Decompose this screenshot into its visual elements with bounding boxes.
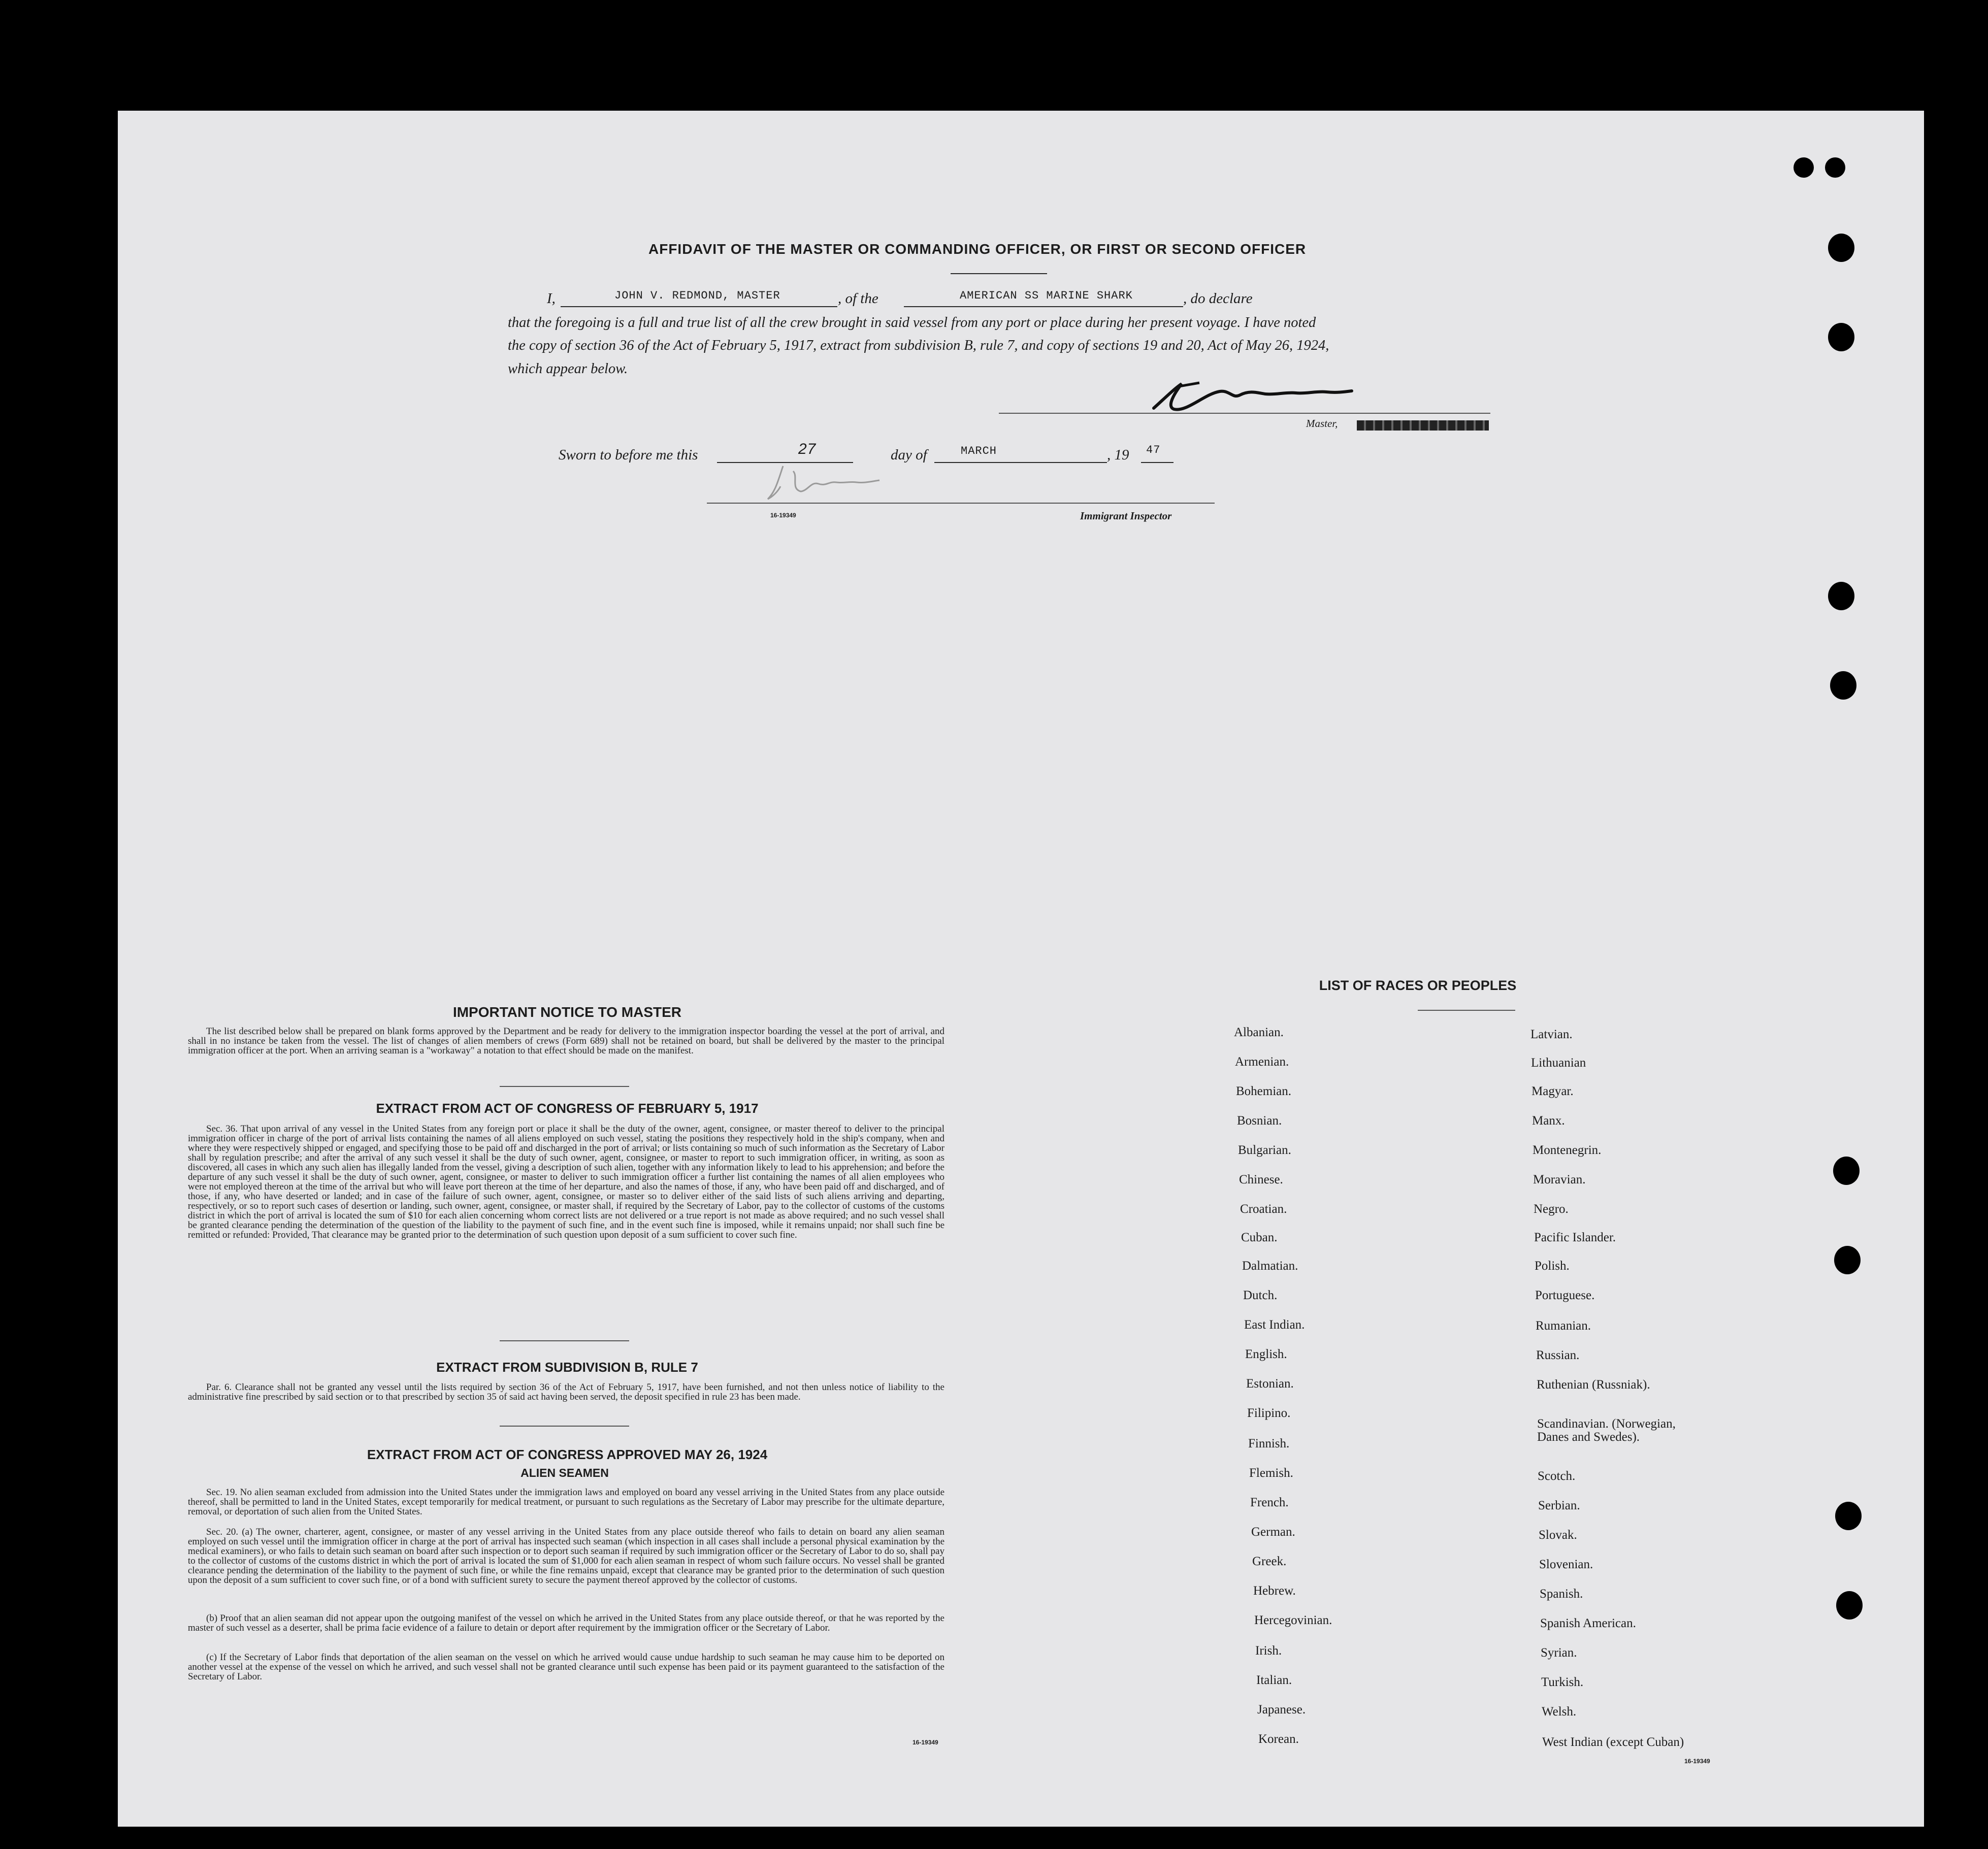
race-item-left: Albanian. [1234, 1026, 1284, 1039]
race-item-left: Japanese. [1257, 1703, 1306, 1716]
act-1924-sec20b: (b) Proof that an alien seaman did not appear upon the outgoing manifest of the vessel on which he arrived in the United States from any place outside thereof, or that he was reported by the master of such vessel as a deserter, shall be prima facie evidence of a failure to detain or deport after requirement by the immigration officer or the Secretary of Labor. [188, 1613, 944, 1633]
race-item-right: Scotch. [1538, 1469, 1576, 1483]
race-item-right: Scandinavian. (Norwegian, Danes and Swedes). [1537, 1417, 1676, 1444]
race-item-left: Italian. [1256, 1673, 1292, 1687]
sworn-month: MARCH [961, 445, 997, 457]
punch-hole [1835, 1502, 1862, 1530]
inspector-signature [763, 461, 895, 507]
race-item-right: Turkish. [1541, 1675, 1584, 1689]
affidavit-line-3: the copy of section 36 of the Act of February 5, 1917, extract from subdivision B, rule 7, and copy of sections 19 and 20, Act of May 26, 1924, [508, 338, 1329, 353]
punch-hole [1830, 671, 1856, 700]
divider [500, 1426, 629, 1427]
race-item-left: Dalmatian. [1242, 1259, 1298, 1273]
races-divider [1418, 1010, 1515, 1011]
punch-hole [1834, 1246, 1861, 1274]
sworn-year: 47 [1146, 444, 1161, 456]
act-1917-text: Sec. 36. That upon arrival of any vessel in the United States from any foreign port or place it shall be the duty of the owner, agent, consignee, or master thereof to deliver to the principal immigration officer in charge of the port of arrival lists containing the names of all aliens employed on such vessel, stating the positions they respectively hold in the ship's company, when and where they were respectively shipped or engaged, and specifying those to be paid off and discharged in the port of arrival; or lists containing so much of such information as the Secretary of Labor shall by regulation prescribe; and after the arrival of any such vessel it shall be the duty of such owner, agent, consignee, or master to report to such immigration officer, in writing, as soon as discovered, all cases in which any such alien has illegally landed from the vessel, giving a description of such alien, together with any information likely to lead to his apprehension; and before the departure of any such vessel it shall be the duty of such owner, agent, consignee, or master to deliver to such immigration officer a further list containing the names of all alien employees who were not employed thereon at the time of the arrival but who will leave port thereon at the time of her departure, and also the names of those, if any, who have been paid off and discharged, and of those, if any, who have deserted or landed; and in case of the failure of such owner, agent, consignee, or master so to deliver either of the said lists of such aliens arriving and departing, respectively, or so to report such cases of desertion or landing, such owner, agent, consignee, or master shall, if required by the Secretary of Labor, pay to the collector of customs of the customs district in which the port of arrival is located the sum of $10 for each alien concerning whom correct lists are not delivered or a true report is not made as above required; and no such vessel shall be granted clearance pending the determination of the question of the liability to the payment of such fine, and in the event such fine is imposed, while it remains unpaid; nor shall such fine be remitted or refunded: Provided, That clearance may be granted prior to the determination of such question upon deposit of a sum sufficient to cover such fine. [188, 1124, 944, 1240]
act-1917-title: EXTRACT FROM ACT OF CONGRESS OF FEBRUARY 5, 1917 [376, 1101, 759, 1116]
race-item-left: French. [1250, 1496, 1289, 1509]
races-form-number: 16-19349 [1684, 1758, 1710, 1765]
punch-hole [1828, 234, 1854, 262]
affidavit-form-number: 16-19349 [770, 512, 796, 519]
punch-hole [1833, 1157, 1860, 1185]
day-of-label: day of [891, 447, 927, 463]
declarant-name: JOHN V. REDMOND, MASTER [614, 289, 780, 302]
sworn-day-line [717, 446, 853, 463]
race-item-right: Montenegrin. [1533, 1143, 1602, 1157]
race-item-right: Lithuanian [1531, 1056, 1586, 1070]
inspector-signature-line [707, 503, 1215, 504]
race-item-right: Portuguese. [1535, 1289, 1595, 1302]
race-item-right: Pacific Islander. [1534, 1231, 1616, 1244]
notice-text: The list described below shall be prepared on blank forms approved by the Department and be ready for delivery to the immigration inspector boarding the vessel at the port of arrival, and shall in no instance be taken from the vessel. The list of changes of alien members of crews (Form 689) shall not be retained on board, but shall be delivered by the master to the principal immigration officer at the port. When an arriving seaman is a "workaway" a notation to that effect should be made on the manifest. [188, 1026, 944, 1056]
master-caption: Master, [1306, 417, 1338, 430]
race-item-right: Rumanian. [1536, 1319, 1591, 1333]
race-item-right: Magyar. [1531, 1084, 1574, 1098]
punch-hole [1828, 323, 1854, 351]
affidavit-title: AFFIDAVIT OF THE MASTER OR COMMANDING OFFICER, OR FIRST OR SECOND OFFICER [648, 241, 1307, 257]
act-1924-subtitle: ALIEN SEAMEN [520, 1466, 609, 1479]
race-item-right: Spanish American. [1540, 1616, 1636, 1630]
race-item-left: Irish. [1255, 1644, 1282, 1658]
rule-7-text: Par. 6. Clearance shall not be granted any vessel until the lists required by section 36 of the Act of February 5, 1917, have been furnished, and not then unless notice of liability to the administrative fine prescribed by said section or to that prescribed by section 35 of said act having been served, the deposit specified in rule 23 has been made. [188, 1382, 944, 1402]
race-item-left: Filipino. [1247, 1406, 1291, 1420]
notice-title: IMPORTANT NOTICE TO MASTER [452, 1004, 682, 1020]
race-item-left: Armenian. [1235, 1055, 1289, 1069]
master-signature-line [999, 413, 1490, 414]
act-1924-sec20a: Sec. 20. (a) The owner, charterer, agent, consignee, or master of any vessel arriving in the United States from any place outside thereof who fails to detain on board any alien seaman employed on such vessel until the immigration officer in charge at the port of arrival has inspected such seaman (which inspection in all cases shall include a personal physical examination by the medical examiners), or who fails to detain such seaman on board after such inspection or to deport such seaman if required by such immigration officer or the Secretary of Labor to do so, shall pay to the collector of customs of the customs district in which the port of arrival is located the sum of $1,000 for each alien seaman in respect of whom such failure occurs. No vessel shall be granted clearance pending the determination of the liability to the payment of such fine, or while the fine remains unpaid, except that clearance may be granted prior to the determination of such question upon the deposit of a sum sufficient to cover such fine, or of a bond with sufficient surety to secure the payment thereof approved by the collector of customs. [188, 1527, 944, 1586]
race-item-left: Bosnian. [1237, 1114, 1282, 1128]
race-item-right: Serbian. [1538, 1499, 1580, 1512]
title-divider [951, 273, 1047, 274]
divider [500, 1086, 629, 1087]
race-item-left: Greek. [1252, 1555, 1287, 1568]
divider [500, 1340, 629, 1341]
race-item-right: Welsh. [1542, 1705, 1577, 1719]
race-item-right: Syrian. [1541, 1646, 1577, 1660]
race-item-right: Russian. [1536, 1348, 1580, 1362]
inspector-caption: Immigrant Inspector [1080, 510, 1172, 522]
race-item-right: Spanish. [1540, 1587, 1583, 1601]
vessel-name: AMERICAN SS MARINE SHARK [960, 289, 1133, 302]
sworn-day: 27 [798, 441, 817, 457]
race-item-left: Chinese. [1239, 1173, 1283, 1186]
race-item-right: Moravian. [1533, 1173, 1586, 1186]
affidavit-line-4: which appear below. [508, 361, 628, 377]
race-item-right: Negro. [1534, 1202, 1569, 1216]
race-item-left: Bohemian. [1236, 1084, 1292, 1098]
month-line [934, 446, 1107, 463]
punch-hole [1836, 1591, 1863, 1620]
race-item-right: Polish. [1535, 1259, 1570, 1273]
race-item-left: East Indian. [1244, 1318, 1305, 1332]
races-title: LIST OF RACES OR PEOPLES [1319, 978, 1517, 993]
sworn-label: Sworn to before me this [559, 447, 698, 463]
race-item-right: Slovak. [1539, 1528, 1577, 1542]
rule-7-title: EXTRACT FROM SUBDIVISION B, RULE 7 [436, 1360, 698, 1375]
punch-hole [1794, 157, 1814, 178]
act-1924-title: EXTRACT FROM ACT OF CONGRESS APPROVED MAY 26, 1924 [367, 1447, 768, 1462]
affidavit-line-2: that the foregoing is a full and true list of all the crew brought in said vessel from any port or place during her present voyage. I have noted [508, 315, 1316, 331]
race-item-right: Slovenian. [1539, 1558, 1593, 1571]
year-prefix: , 19 [1107, 447, 1129, 463]
do-declare-label: , do declare [1183, 290, 1253, 307]
race-item-right: Ruthenian (Russniak). [1537, 1378, 1650, 1392]
race-item-left: Flemish. [1249, 1466, 1293, 1480]
race-item-left: Estonian. [1246, 1377, 1294, 1391]
race-item-left: Korean. [1258, 1732, 1299, 1746]
of-the-label: , of the [838, 290, 878, 307]
race-item-left: Hebrew. [1253, 1584, 1296, 1598]
race-item-right: West Indian (except Cuban) [1542, 1735, 1684, 1749]
race-item-left: Cuban. [1241, 1231, 1278, 1244]
race-item-left: Hercegovinian. [1254, 1613, 1332, 1627]
race-item-right: Latvian. [1530, 1028, 1573, 1041]
race-item-right: Manx. [1532, 1114, 1565, 1128]
act-1924-sec20c: (c) If the Secretary of Labor finds that deportation of the alien seaman on the vessel on which he arrived would cause undue hardship to such seaman he may cause him to be deported on another vessel at the expense of the vessel on which he arrived, and such vessel shall not be granted clearance until such expense has been paid or its payment guaranteed to the satisfaction of the Secretary of Labor. [188, 1652, 944, 1682]
race-item-left: Croatian. [1240, 1202, 1287, 1216]
punch-hole [1828, 582, 1854, 610]
race-item-left: English. [1245, 1347, 1287, 1361]
i-label: I, [547, 290, 556, 307]
punch-hole [1825, 157, 1845, 178]
race-item-left: Dutch. [1243, 1289, 1278, 1302]
race-item-left: Finnish. [1248, 1437, 1290, 1450]
act-1924-sec19: Sec. 19. No alien seaman excluded from admission into the United States under the immigration laws and employed on board any vessel arriving in the United States from any place outside thereof, shall be permitted to land in the United States, except temporarily for medical treatment, or pursuant to such regulations as the Secretary of Labor may prescribe for the ultimate departure, removal, or deportation of such alien from the United States. [188, 1487, 944, 1517]
act-1924-form-number: 16-19349 [912, 1739, 938, 1746]
document-page [118, 111, 1924, 1827]
race-item-left: Bulgarian. [1238, 1143, 1291, 1157]
master-signature [1144, 379, 1367, 415]
race-item-left: German. [1251, 1525, 1295, 1539]
struck-out-title [1357, 420, 1489, 431]
